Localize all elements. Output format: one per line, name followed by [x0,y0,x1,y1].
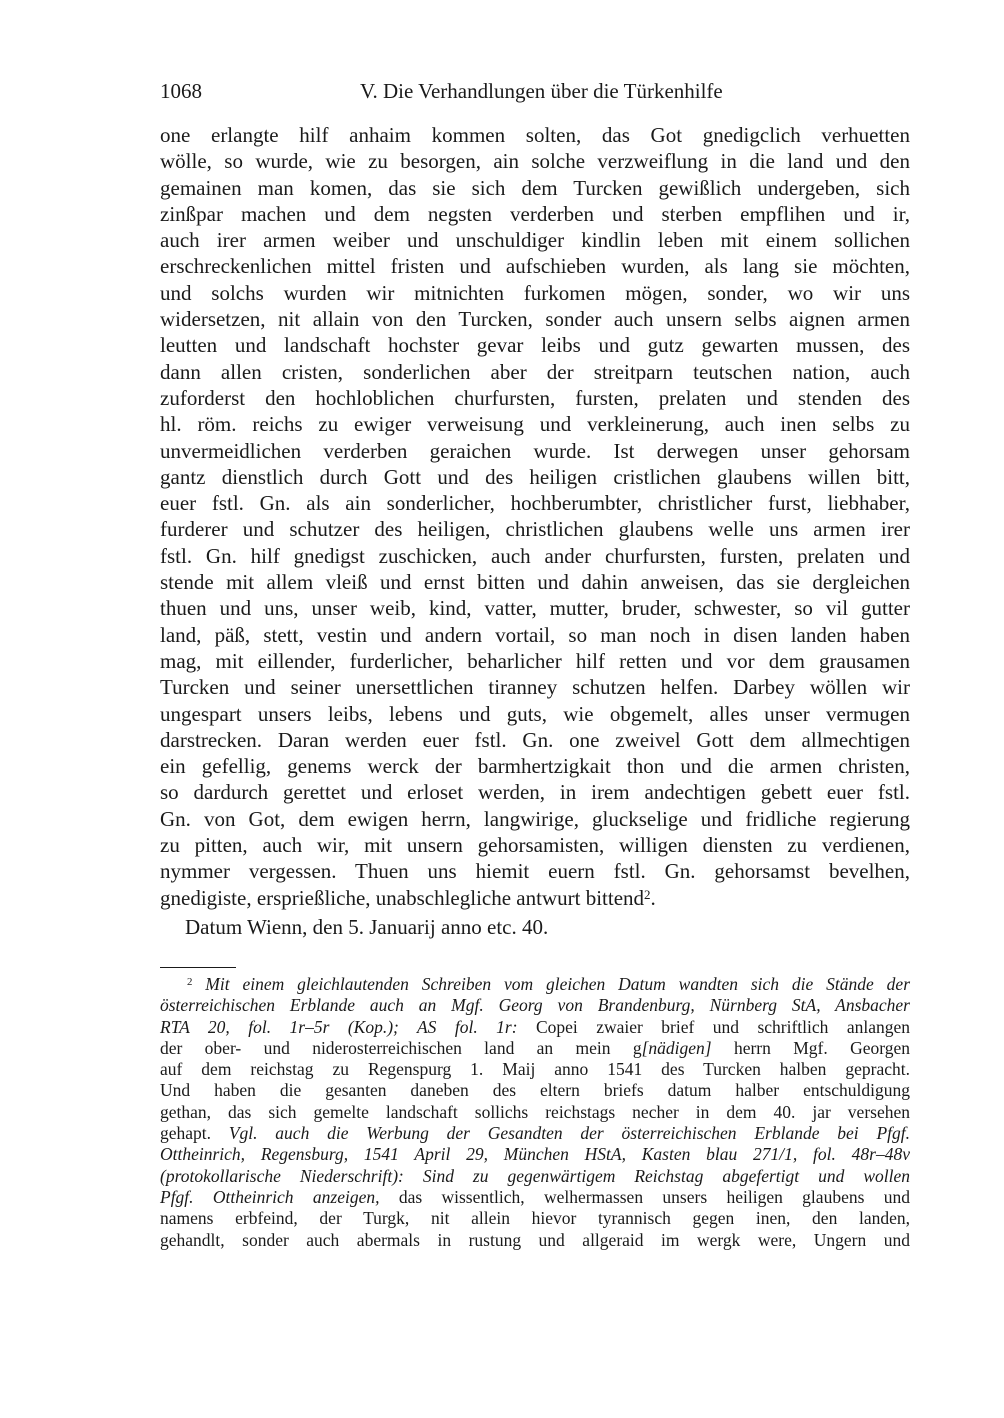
text-line-content: zinßpar machen und dem negsten verderben und sterben empflihen und ir, [160,201,910,226]
text-line [160,832,910,858]
text-line-content: und solchs wurden wir mitnichten furkomen mögen, sonder, wo wir uns [160,280,910,305]
text-line-content: gemainen man komen, das sie sich dem Turcken gewißlich undergeben, sich [160,175,910,200]
footnote-italic-segment: Pfgf. Ottheinrich anzeigen, [160,1186,380,1207]
text-line [160,701,910,727]
text-line [160,648,910,674]
text-line-content: fstl. Gn. hilf gnedigst zuschicken, auch ander churfursten, fursten, prelaten und [160,543,910,568]
footnote-line [160,1144,910,1165]
footnote-line [160,1230,910,1251]
footnote-line [160,1017,910,1038]
text-line [160,516,910,542]
footnote-line [160,995,910,1016]
text-line [160,359,910,385]
text-line-content: furderer und schutzer des heiligen, christlichen glaubens welle uns armen irer [160,517,910,542]
footnote-line [160,1187,910,1208]
text-line [160,569,910,595]
text-line-content: nymmer vergessen. Thuen uns hiemit euern fstl. Gn. gehorsamst bevelhen, [160,859,910,884]
footnote-segment: gethan, das sich gemelte landschaft sollichs reichstags necher in dem 40. jar versehen [160,1101,910,1122]
text-line [160,464,910,490]
text-line [160,779,910,805]
footnote-italic-segment: Mit einem gleichlautenden Schreiben vom gleichen Datum wandten sich die Stände der [205,974,910,994]
footnote-segment: herrn Mgf. Georgen [711,1037,911,1058]
text-line-content: Turcken und seiner unersettlichen tiranney schutzen helfen. Darbey wöllen wir [160,675,910,700]
text-line-content: wölle, so wurde, wie zu besorgen, ain solche verzweiflung in die land und den [160,149,910,174]
footnote-segment: gehapt. [160,1123,229,1144]
text-line [160,122,910,148]
page-number: 1068 [160,79,202,103]
text-line [160,280,910,306]
text-line [160,227,910,253]
closing-date-line: Datum Wienn, den 5. Januarij anno etc. 40. [185,914,549,939]
footnote-italic-segment: österreichischen Erblande auch an Mgf. Georg von Brandenburg, Nürnberg StA, Ansbacher [160,995,910,1016]
text-line-content: leutten und landschaft hochster gevar leibs und gutz gewarten mussen, des [160,333,910,358]
footnote-line [160,1038,910,1059]
text-line-content: zu pitten, auch wir, mit unsern gehorsamisten, willigen diensten zu verdienen, [160,833,910,858]
footnote-number: 2 [187,976,193,989]
text-line-content: gnedigiste, ersprießliche, unabschlegliche antwurt bittend [160,885,645,910]
text-line [160,543,910,569]
text-line [160,858,910,884]
footnote-segment: auf dem reichstag zu Regenspurg 1. Maij anno 1541 des Turcken halben gepracht. [160,1059,910,1080]
running-title: V. Die Verhandlungen über die Türkenhilfe [360,79,723,103]
main-text [160,122,910,940]
text-line-content: one erlangte hilf anhaim kommen solten, das Got gnedigclich verhuetten [160,123,910,147]
text-line-content: mag, mit eillender, furderlicher, beharlicher hilf retten und vor dem grausamen [160,648,910,673]
text-line [160,490,910,516]
text-line-content: ein gefellig, genems werck der barmhertzigkait thon und die armen christen, [160,754,910,779]
text-line [160,332,910,358]
footnote-line [160,1059,910,1080]
footnote-line [160,974,910,995]
footnote-reference[interactable]: 2 [644,886,651,902]
footnote-line [160,1102,910,1123]
text-line-content: unvermeidlichen verderben geraichen wurde. Ist derwegen unser gehorsam [160,438,910,463]
footnote-segment: der ober- und niderosterreichischen land an mein g [160,1037,642,1058]
footnote-segment: das wissentlich, welhermassen unsers heiligen glaubens und [379,1186,910,1207]
text-line [160,806,910,832]
footnote-italic-segment: (protokollarische Niederschrift): Sind zu gegenwärtigem Reichstag abgefertigt und wollen [160,1165,910,1186]
text-line-content: ungespart unsers leibs, lebens und guts, wie obgemelt, alles unser vermugen [160,701,910,726]
footnote-italic-segment: RTA 20, fol. 1r–5r (Kop.); AS fol. 1r: [160,1016,518,1037]
footnote-segment: Und haben die gesanten daneben des eltern briefs datum halber entschuldigung [160,1080,910,1101]
footnotes [160,974,910,1251]
text-line-content: zuforderst den hochloblichen churfursten, fursten, prelaten und stenden des [160,385,910,410]
text-line [160,595,910,621]
text-line [160,674,910,700]
text-line-content: dann allen cristen, sonderlichen aber der streitparn teutschen nation, auch [160,359,910,384]
text-line [160,622,910,648]
text-line-content: Gn. von Got, dem ewigen herrn, langwirige, gluckselige und fridliche regierung [160,806,910,831]
text-line [160,201,910,227]
footnote-segment: gehandlt, sonder auch abermals in rustung und allgeraid im wergk were, Ungern und [160,1229,910,1250]
text-line [160,753,910,779]
footnote-line [160,1166,910,1187]
footnote-separator [160,967,236,968]
text-line-content: so dardurch gerettet und erloset werden, in irem andechtigen gebett euer fstl. [160,780,910,805]
text-line [160,727,910,753]
footnote-segment: namens erbfeind, der Turgk, nit allein hievor tyrannisch gegen inen, den landen, [160,1208,910,1229]
footnote-italic-segment: [nädigen] [641,1037,712,1058]
text-line-content: land, päß, stett, vestin und andern vortail, so man noch in disen landen haben [160,622,910,647]
text-line-content: thuen und uns, unser weib, kind, vatter, mutter, bruder, schwester, so vil gutter [160,596,910,621]
text-line-content: hl. röm. reichs zu ewiger verweisung und verkleinerung, auch inen selbs zu [160,412,910,437]
text-line [160,385,910,411]
text-line: gnedigiste, ersprießliche, unabschlegliche antwurt bittend$^2$. [160,885,656,910]
text-line-content: euer fstl. Gn. als ain sonderlicher, hochberumbter, christlicher furst, liebhaber, [160,491,910,516]
text-line [160,438,910,464]
text-line [160,175,910,201]
text-line [160,148,910,174]
footnote-line [160,1123,910,1144]
footnote-italic-segment: Vgl. auch die Werbung der Gesandten der österreichischen Erblande bei Pfgf. [228,1123,910,1144]
footnote-line [160,1080,910,1101]
text-line-content: auch irer armen weiber und unschuldiger kindlin leben mit einem sollichen [160,228,910,253]
footnote-line [160,1208,910,1229]
text-line-content: stende mit allem vleiß und ernst bitten und dahin anweisen, das sie dergleichen [160,570,910,595]
footnote-segment: Copei zwaier brief und schriftlich anlangen [517,1016,910,1037]
text-line-content: darstrecken. Daran werden euer fstl. Gn. one zweivel Gott dem allmechtigen [160,727,910,752]
text-line [160,253,910,279]
footnote-italic-segment: Ottheinrich, Regensburg, 1541 April 29, München HStA, Kasten blau 271/1, fol. 48r–48v [160,1144,910,1165]
text-line-content: erschreckenlichen mittel fristen und aufschieben wurden, als lang sie möchten, [160,254,910,279]
text-line-content: widersetzen, nit allain von den Turcken, sonder auch unsern selbs aignen armen [160,307,910,332]
text-line [160,306,910,332]
text-line-content: gantz dienstlich durch Gott und des heiligen cristlichen glaubens willen bitt, [160,464,910,489]
text-line [160,411,910,437]
